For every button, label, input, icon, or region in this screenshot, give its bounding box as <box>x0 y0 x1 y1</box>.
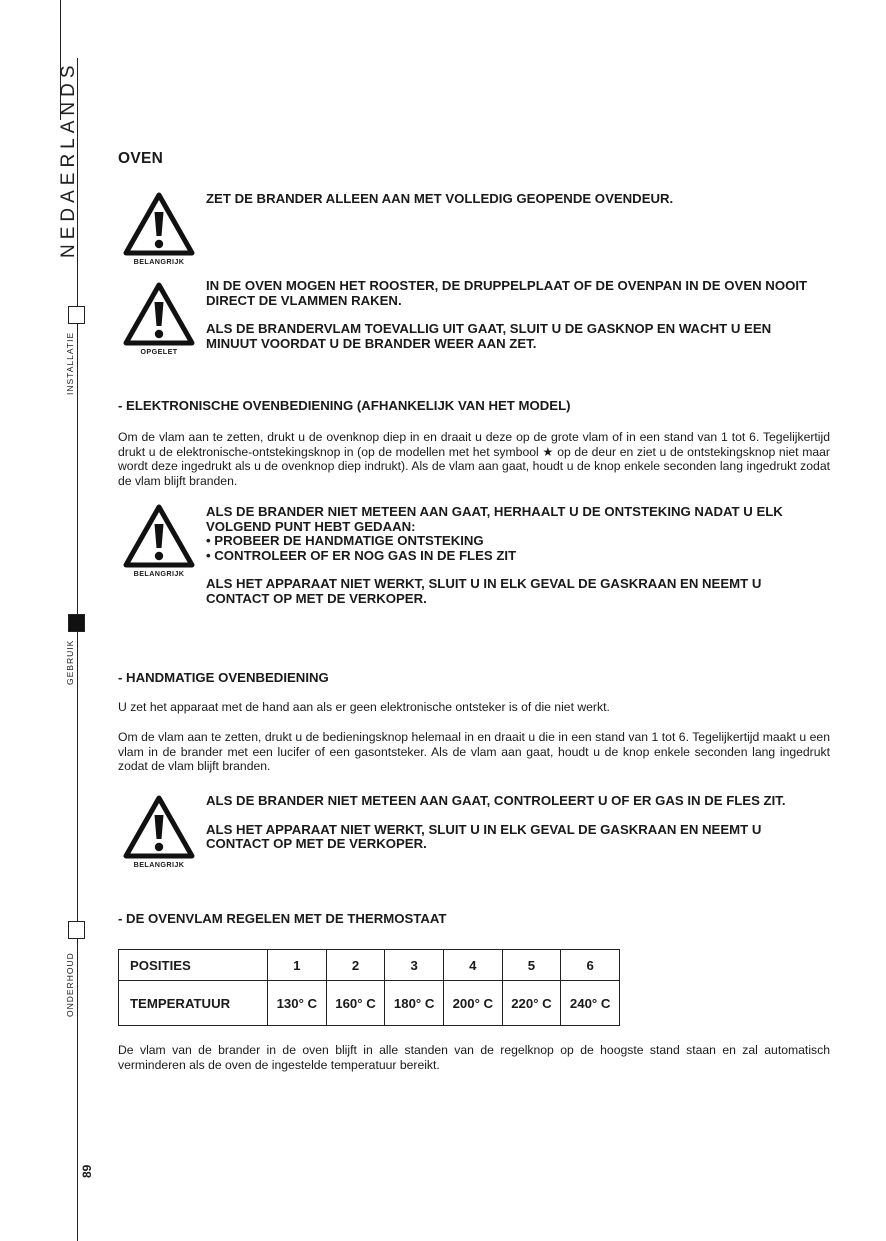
paragraph <box>118 430 830 488</box>
table-row-positions <box>119 950 620 981</box>
warning-caption: BELANGRIJK <box>133 860 185 869</box>
warning-triangle-icon <box>123 795 195 859</box>
section-heading-thermostat: - DE OVENVLAM REGELEN MET DE THERMOSTAAT <box>118 911 447 926</box>
section-heading-electronic: - ELEKTRONISCHE OVENBEDIENING (AFHANKELIJK VAN HET MODEL) <box>118 398 571 413</box>
paragraph-text: U zet het apparaat met de hand aan als er geen elektronische ontsteker is of die niet werkt. <box>118 700 610 714</box>
table-cell: 5 <box>502 950 561 981</box>
warning-line: ALS HET APPARAAT NIET WERKT, SLUIT U IN ELK GEVAL DE GASKRAAN EN NEEMT U CONTACT OP MET DE VERKOPER. <box>206 821 762 852</box>
table-cell: 3 <box>385 950 444 981</box>
warning-icon-block <box>122 192 196 266</box>
warning-text <box>206 505 826 607</box>
paragraph <box>118 1043 830 1072</box>
page-number: 89 <box>80 1164 94 1178</box>
warning-line: ALS DE BRANDER NIET METEEN AAN GAAT, HERHAALT U DE ONTSTEKING NADAT U ELK VOLGEND PUNT HEBT GEDAAN: <box>206 504 783 534</box>
table-cell: 130° C <box>268 981 327 1026</box>
table-cell: 6 <box>561 950 620 981</box>
warning-icon-block <box>122 282 196 356</box>
warning-triangle-icon <box>123 282 195 346</box>
paragraph-text: Om de vlam aan te zetten, drukt u de bedieningsknop helemaal in en draait u die in een stand van 1 tot 6. Tegelijkertijd maakt u een vlam in de brander met een lucifer of een gasontsteker. Als de vlam aan gaat, houdt u de knop enkele seconden lang ingedrukt zodat de vlam blijft branden. <box>118 730 830 774</box>
warning-text <box>206 279 826 351</box>
page-title: OVEN <box>118 150 164 167</box>
paragraph <box>118 730 830 774</box>
warning-icon-block <box>122 795 196 869</box>
section-label-gebruik: GEBRUIK <box>65 639 75 685</box>
table-header-positions: POSITIES <box>119 950 268 981</box>
section-tab-installatie[interactable] <box>68 306 85 324</box>
warning-line: ALS HET APPARAAT NIET WERKT, SLUIT U IN ELK GEVAL DE GASKRAAN EN NEEMT U CONTACT OP MET DE VERKOPER. <box>206 576 762 606</box>
section-heading-manual: - HANDMATIGE OVENBEDIENING <box>118 670 329 685</box>
table-cell: 180° C <box>385 981 444 1026</box>
warning-triangle-icon <box>123 504 195 568</box>
section-label-onderhoud: ONDERHOUD <box>65 952 75 1017</box>
warning-text <box>206 794 826 852</box>
table-cell: 4 <box>443 950 502 981</box>
warning-bullet: • PROBEER DE HANDMATIGE ONTSTEKING <box>206 533 484 549</box>
table-cell: 240° C <box>561 981 620 1026</box>
section-label-installatie: INSTALLATIE <box>65 331 75 395</box>
warning-triangle-icon <box>123 192 195 256</box>
section-tab-onderhoud[interactable] <box>68 921 85 939</box>
paragraph <box>118 700 830 715</box>
table-row-temperature <box>119 981 620 1026</box>
language-label: NEDAERLANDS <box>58 60 79 258</box>
warning-caption: BELANGRIJK <box>133 569 185 578</box>
warning-line: IN DE OVEN MOGEN HET ROOSTER, DE DRUPPELPLAAT OF DE OVENPAN IN DE OVEN NOOIT DIRECT DE VLAMMEN RAKEN. <box>206 278 808 308</box>
table-cell: 200° C <box>443 981 502 1026</box>
warning-bullet: • CONTROLEER OF ER NOG GAS IN DE FLES ZIT <box>206 547 517 563</box>
temperature-table <box>118 949 620 1026</box>
paragraph-text: De vlam van de brander in de oven blijft in alle standen van de regelknop op de hoogste stand staan en zal automatisch verminderen als de oven de ingestelde temperatuur bereikt. <box>118 1043 830 1072</box>
table-cell: 1 <box>268 950 327 981</box>
warning-icon-block <box>122 504 196 578</box>
warning-line: ALS DE BRANDERVLAM TOEVALLIG UIT GAAT, SLUIT U DE GASKNOP EN WACHT U EEN MINUUT VOORDAT U DE BRANDER WEER AAN ZET. <box>206 321 772 351</box>
table-header-temperature: TEMPERATUUR <box>119 981 268 1026</box>
table-cell: 2 <box>326 950 385 981</box>
warning-line: ZET DE BRANDER ALLEEN AAN MET VOLLEDIG GEOPENDE OVENDEUR. <box>206 191 674 206</box>
warning-caption: BELANGRIJK <box>133 257 185 266</box>
table-cell: 160° C <box>326 981 385 1026</box>
warning-caption: OPGELET <box>140 347 178 356</box>
warning-text <box>206 192 826 207</box>
table-cell: 220° C <box>502 981 561 1026</box>
section-tab-gebruik[interactable] <box>68 614 85 632</box>
paragraph-text: Om de vlam aan te zetten, drukt u de ovenknop diep in en draait u deze op de grote vlam of in een stand van 1 tot 6. Tegelijkertijd drukt u de elektronische-ontstekingsknop in (op de modellen met het symbool ★ op de deur en ziet u de ontstekingsknop niet maar wordt deze ingedrukt als u de ovenknop diep indrukt). Als de vlam aan gaat, houdt u de knop enkele seconden lang ingedrukt zodat de vlam blijft branden. <box>118 430 830 488</box>
warning-line: ALS DE BRANDER NIET METEEN AAN GAAT, CONTROLEERT U OF ER GAS IN DE FLES ZIT. <box>206 793 786 808</box>
